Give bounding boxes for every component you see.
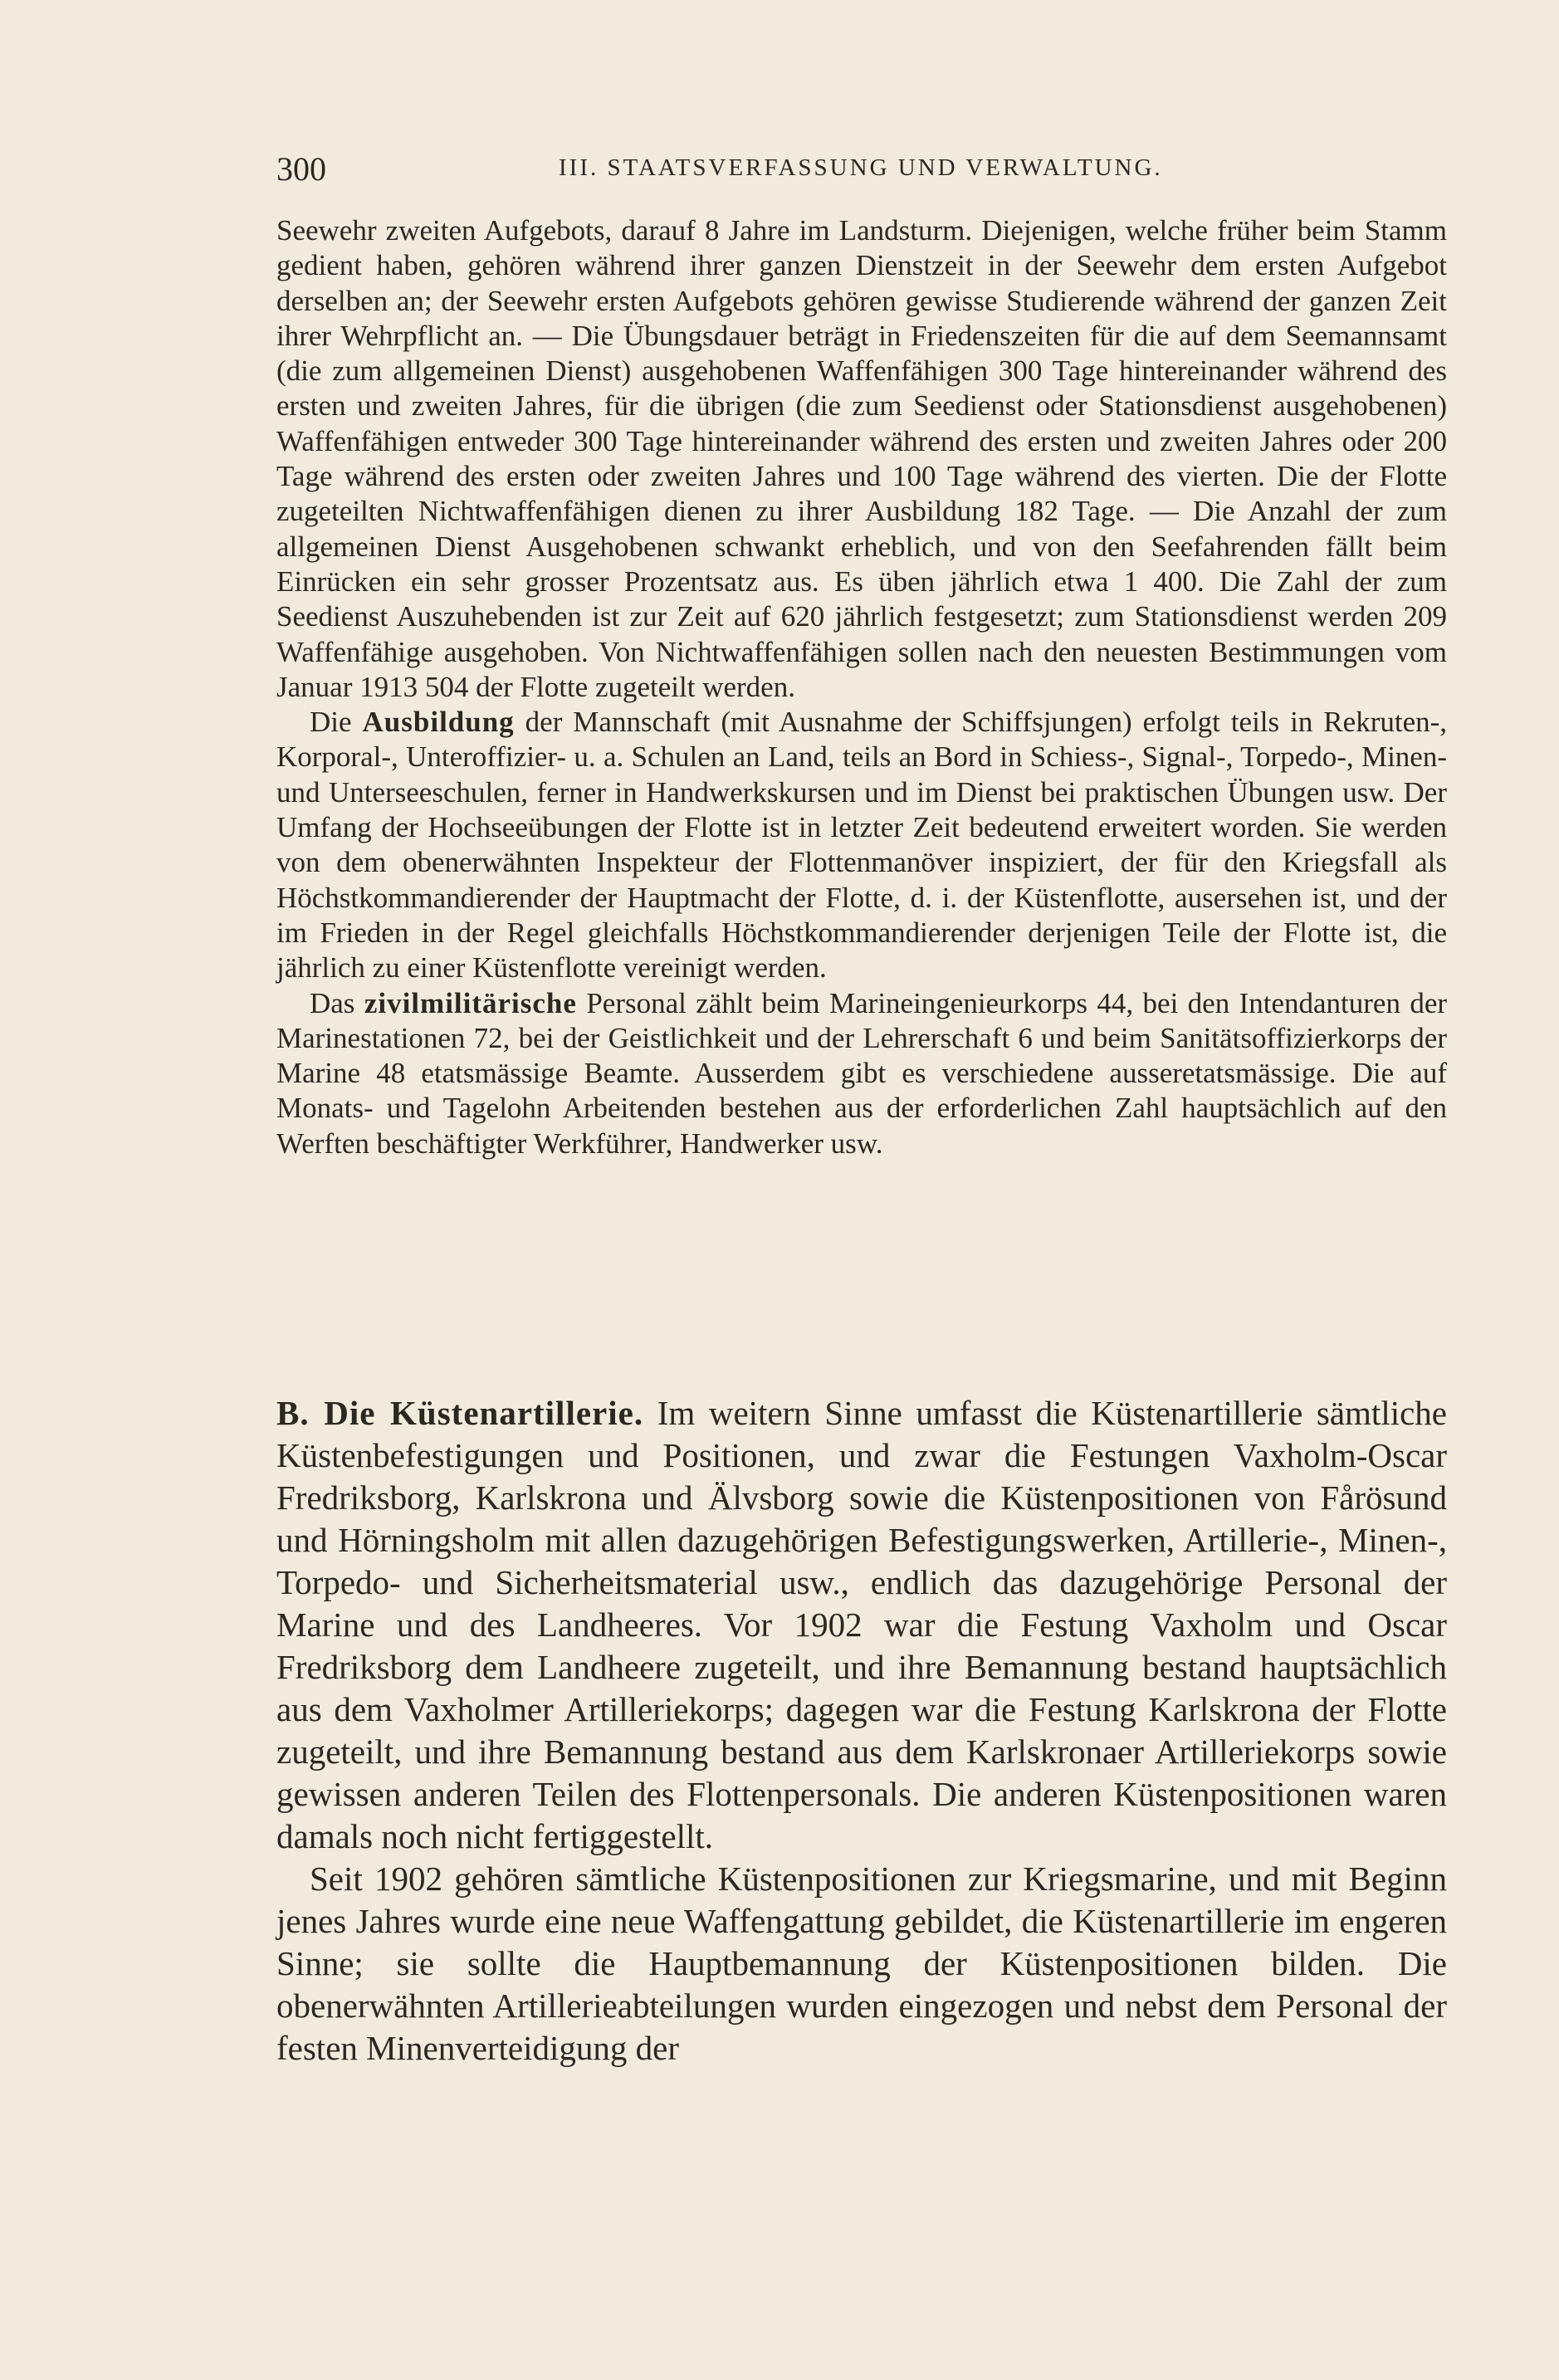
- paragraph-service-duration: Seewehr zweiten Aufgebots, darauf 8 Jahre im Landsturm. Diejenigen, welche früher beim Stamm gedient haben, gehören während ihrer ganzen Dienstzeit in der Seewehr dem ersten Aufgebot derselben an; der Seewehr ersten Aufgebots gehören gewisse Studierende während der ganzen Zeit ihrer Wehrpflicht an. — Die Übungsdauer beträgt in Friedenszeiten für die auf dem Seemannsamt (die zum allgemeinen Dienst) ausgehobenen Waffenfähigen 300 Tage hintereinander während des ersten und zweiten Jahres, für die übrigen (die zum Seedienst oder Stationsdienst ausgehobenen) Waffenfähigen entweder 300 Tage hintereinander während des ersten und zweiten Jahres oder 200 Tage während des ersten oder zweiten Jahres und 100 Tage während des vierten. Die der Flotte zugeteilten Nichtwaffenfähigen dienen zu ihrer Ausbildung 182 Tage. — Die Anzahl der zum allgemeinen Dienst Ausgehobenen schwankt erheblich, und von den Seefahrenden fällt beim Einrücken ein sehr grosser Prozentsatz aus. Es üben jährlich etwa 1 400. Die Zahl der zum Seedienst Auszuhebenden ist zur Zeit auf 620 jährlich festgesetzt; zum Stationsdienst werden 209 Waffenfähige ausgehoben. Von Nichtwaffenfähigen sollen nach den neuesten Bestimmungen vom Januar 1913 504 der Flotte zugeteilt werden.: [276, 214, 1447, 703]
- paragraph-coastal-artillery-intro: [276, 1392, 1447, 1858]
- paragraph-since-1902: Seit 1902 gehören sämtliche Küstenpositionen zur Kriegsmarine, und mit Beginn jenes Jahres wurde eine neue Waffengattung gebildet, die Küstenartillerie im engeren Sinne; sie sollte die Hauptbemannung der Küstenpositionen bilden. Die obenerwähnten Artillerieabteilungen wurden eingezogen und nebst dem Personal der festen Minenverteidigung der: [276, 1860, 1447, 2067]
- paragraph-training: [276, 705, 1447, 985]
- paragraph-text: Personal zählt beim Marineingenieurkorps 44, bei den Intendanturen der Marinestationen 72, bei der Geistlichkeit und der Lehrerschaft 6 und beim Sanitätsoffizierkorps der Marine 48 etatsmässige Beamte. Ausserdem gibt es verschiedene ausseretatsmässige. Die auf Monats- und Tagelohn Arbeitenden bestehen aus der erforderlichen Zahl hauptsächlich auf den Werften beschäftigter Werkführer, Handwerker usw.: [276, 986, 1448, 1160]
- page-header: [276, 143, 1447, 193]
- paragraph-lead-word: Die: [310, 706, 352, 739]
- paragraph-text: Im weitern Sinne umfasst die Küstenartillerie sämtliche Küstenbefestigungen und Positionen, und zwar die Festungen Vaxholm-Oscar Fredriksborg, Karlskrona und Älvsborg sowie die Küstenpositionen von Fårösund und Hörningsholm mit allen dazugehörigen Befestigungswerken, Artillerie-, Minen-, Torpedo- und Sicherheitsmaterial usw., endlich das dazugehörige Personal der Marine und des Landheeres. Vor 1902 war die Festung Vaxholm und Oscar Fredriksborg dem Landheere zugeteilt, und ihre Bemannung bestand hauptsächlich aus dem Vaxholmer Artilleriekorps; dagegen war die Festung Karlskrona der Flotte zugeteilt, und ihre Bemannung bestand aus dem Karlskronaer Artilleriekorps sowie gewissen anderen Teilen des Flottenpersonals. Die anderen Küstenpositionen waren damals noch nicht fertiggestellt.: [276, 1394, 1448, 1855]
- section-heading: B. Die Küstenartillerie.: [276, 1394, 644, 1432]
- page-number: 300: [276, 150, 326, 188]
- term-zivilmilitaerische: zivilmilitärische: [364, 986, 577, 1019]
- paragraph-text: der Mannschaft (mit Ausnahme der Schiffsjungen) erfolgt teils in Rekruten-, Korporal-, Unteroffizier- u. a. Schulen an Land, teils an Bord in Schiess-, Signal-, Torpedo-, Minen- und Unterseeschulen, ferner in Handwerkskursen und im Dienst bei praktischen Übungen usw. Der Umfang der Hochseeübungen der Flotte ist in letzter Zeit bedeutend erweitert worden. Sie werden von dem obenerwähnten Inspekteur der Flottenmanöver inspiziert, der für den Kriegsfall als Höchstkommandierender der Hauptmacht der Flotte, d. i. der Küstenflotte, ausersehen ist, und der im Frieden in der Regel gleichfalls Höchstkommandierender derjenigen Teile der Flotte ist, die jährlich zu einer Küstenflotte vereinigt werden.: [276, 706, 1448, 985]
- body-text: [276, 213, 1447, 1161]
- paragraph-civil-military-personnel: [276, 986, 1447, 1161]
- running-title: III. STAATSVERFASSUNG UND VERWALTUNG.: [559, 154, 1163, 181]
- section-kuestenartillerie: [276, 1392, 1447, 2070]
- term-ausbildung: Ausbildung: [362, 706, 515, 739]
- paragraph-lead-word: Das: [310, 986, 355, 1019]
